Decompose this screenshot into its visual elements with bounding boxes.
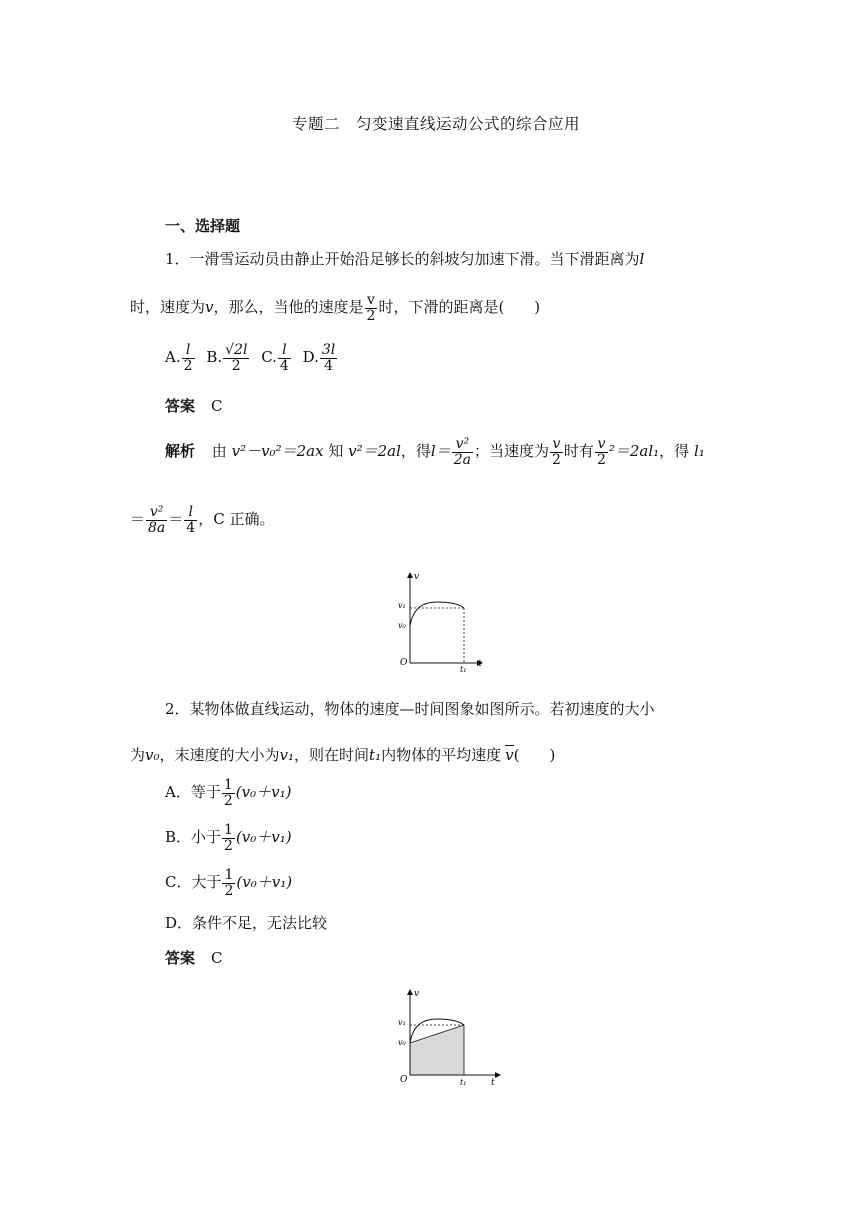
v1-label: v₁ [398, 1018, 406, 1027]
v-axis-arrow [407, 572, 413, 578]
t-axis-arrow [495, 1072, 501, 1078]
q1-analysis-line1: 解析 由 v²－v₀²＝2ax 知 v²＝2al，得l＝ $\frac{\text{v²}}{2a}$ ；当速度为 $\frac{v}{2}$ 时有 $\frac{v}{2}$ ²＝2al₁，得 l₁ [165, 436, 705, 468]
v-axis-arrow [407, 989, 413, 995]
q1-analysis-line2: ＝ $\frac{\text{v²}}{8a}$ ＝ $\frac{l}{4}$ ，C 正确。 [130, 504, 275, 536]
option-b: B. $\frac{√2l}{2}$ [206, 342, 248, 374]
q2-option-b: B．小于 $\frac{1}{2}$ (v₀＋v₁) [165, 822, 292, 854]
vt-graph-1 [395, 568, 485, 673]
origin-label: O [400, 658, 408, 668]
fraction: $\frac{v}{2}$ [366, 292, 376, 324]
q2-option-a: A．等于 $\frac{1}{2}$ (v₀＋v₁) [165, 777, 292, 809]
t1-label: t₁ [460, 665, 467, 673]
q1-answer: 答案 C [165, 397, 223, 415]
page-title: 专题二 匀变速直线运动公式的综合应用 [292, 115, 581, 133]
q2-answer: 答案 C [165, 949, 223, 967]
q1-line1: 1．一滑雪运动员由静止开始沿足够长的斜坡匀加速下滑。当下滑距离为l [165, 250, 645, 268]
t1-label: t₁ [460, 1078, 467, 1087]
q1-line2: 时，速度为v，那么，当他的速度是 $\frac{v}{2}$ 时，下滑的距离是( ) [130, 292, 541, 324]
q2-line1: 2．某物体做直线运动，物体的速度—时间图象如图所示。若初速度的大小 [165, 700, 655, 718]
option-a: A. $\frac{l}{2}$ [165, 342, 193, 374]
section-heading: 一、选择题 [165, 217, 241, 235]
shaded-area [410, 1025, 464, 1075]
v-label: v [414, 572, 420, 582]
t-label: t [478, 659, 482, 669]
vt-graph-2 [395, 985, 505, 1090]
v-label: v [414, 989, 420, 999]
average-velocity-symbol: v [505, 746, 514, 764]
v0-label: v₀ [398, 621, 406, 630]
q1-options [165, 343, 338, 373]
v0-label: v₀ [398, 1038, 406, 1047]
velocity-curve [410, 602, 464, 626]
q2-option-c: C．大于 $\frac{1}{2}$ (v₀＋v₁) [165, 867, 293, 899]
t-label: t [491, 1078, 495, 1088]
q2-line2: 为v₀，末速度的大小为v₁，则在时间t₁内物体的平均速度 v( ) [130, 746, 556, 764]
v1-label: v₁ [398, 601, 406, 610]
q2-option-d: D．条件不足，无法比较 [165, 914, 328, 932]
origin-label: O [400, 1075, 408, 1085]
option-d: D. $\frac{3l}{4}$ [302, 342, 336, 374]
option-c: C. $\frac{l}{4}$ [261, 342, 289, 374]
